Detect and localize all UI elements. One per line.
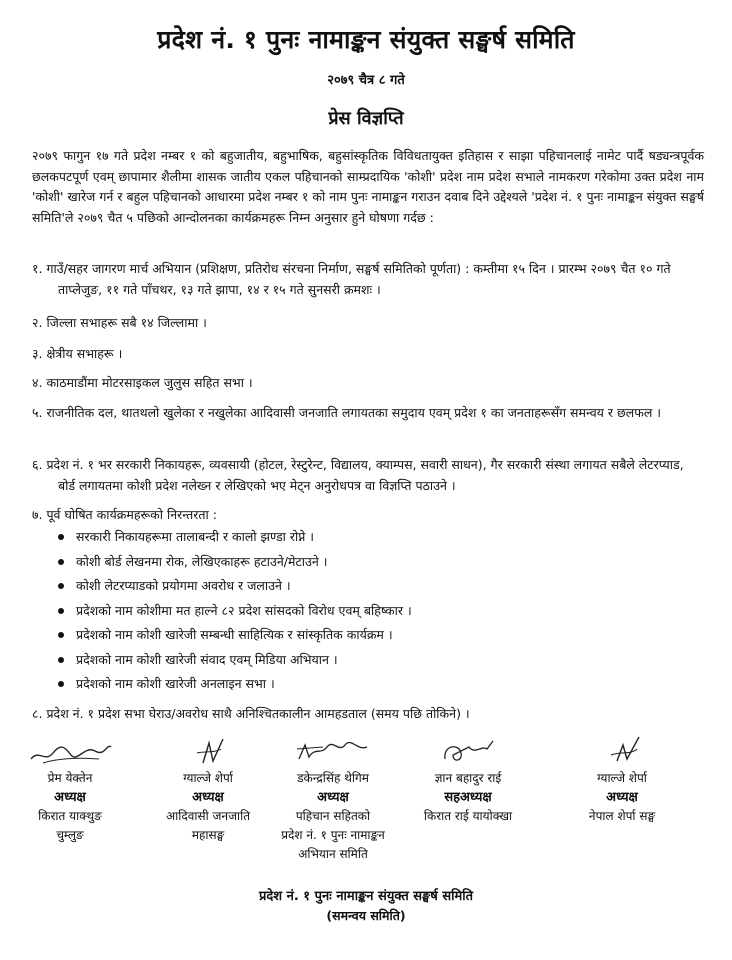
signatory-1 [2, 733, 138, 845]
list-item: प्रदेशको नाम कोशी खारेजी अनलाइन सभा । [58, 674, 678, 699]
program-item-3: ३. क्षेत्रीय सभाहरू । [32, 346, 123, 361]
press-release-heading: प्रेस विज्ञप्ति [328, 108, 404, 129]
signatory-org: नेपाल शेर्पा सङ्घ [588, 809, 656, 823]
signatory-name: ग्याल्जे शेर्पा [183, 771, 233, 785]
signature-mark [423, 733, 513, 769]
bullet-icon [58, 559, 64, 565]
list-item: प्रदेशको नाम कोशीमा मत हाल्ने ८२ प्रदेश सांसदको विरोध एवम् बहिष्कार । [58, 601, 678, 626]
page-title: प्रदेश नं. १ पुनः नामाङ्कन संयुक्त सङ्घर्ष समिति [157, 25, 575, 54]
list-item: सरकारी निकायहरूमा तालाबन्दी र कालो झण्डा रोप्ने । [58, 527, 678, 552]
signatory-org: किरात राई यायोक्खा [423, 809, 513, 823]
signatory-role: सहअध्यक्ष [444, 790, 492, 805]
signature-mark [163, 733, 253, 769]
signatory-4 [400, 733, 536, 826]
bullet-icon [58, 657, 64, 663]
signatory-role: अध्यक्ष [54, 790, 86, 805]
signatory-role: अध्यक्ष [317, 790, 349, 805]
program-item-7: ७. पूर्व घोषित कार्यक्रमहरूको निरन्तरता : [32, 507, 217, 522]
program-item-6: ६. प्रदेश नं. १ भर सरकारी निकायहरू, व्यवसायी (होटल, रेस्टुरेन्ट, विद्यालय, क्याम्पस, सवारी साधन), गैर सरकारी संस्था लगायत सबैले लेटरप्याड, बोर्ड लगायतमा कोशी प्रदेश नलेख्न र लेखिएको भए मेट्न अनुरोधपत्र वा विज्ञप्ति पठाउने । [32, 457, 684, 493]
list-item: कोशी बोर्ड लेखनमा रोक, लेखिएकाहरू हटाउने/मेटाउने । [58, 552, 678, 577]
signatory-role: अध्यक्ष [192, 790, 224, 805]
bullet-icon [58, 534, 64, 540]
signatory-name: ज्ञान बहादुर राई [434, 771, 502, 785]
program-item-1: १. गाउँ/सहर जागरण मार्च अभियान (प्रशिक्षण, प्रतिरोध संरचना निर्माण, सङ्घर्ष समितिको पूर्णता) : कम्तीमा १५ दिन । प्रारम्भ २०७९ चैत १० गते ताप्लेजुङ, ११ गते पाँचथर, १३ गते झापा, १४ र १५ गते सुनसरी क्रमशः । [32, 261, 671, 297]
signatory-2 [140, 733, 276, 845]
signatory-org: चुम्लुङ [56, 828, 84, 842]
signatory-org: प्रदेश नं. १ पुनः नामाङ्कन [281, 828, 385, 842]
program-item-8: ८. प्रदेश नं. १ प्रदेश सभा घेराउ/अवरोध साथै अनिश्चितकालीन आमहडताल (समय पछि तोकिने) । [32, 706, 470, 721]
list-item: प्रदेशको नाम कोशी खारेजी सम्बन्धी साहित्यिक र सांस्कृतिक कार्यक्रम । [58, 625, 678, 650]
signatory-3 [258, 733, 408, 864]
signatory-name: ग्याल्जे शेर्पा [597, 771, 647, 785]
bullet-icon [58, 681, 64, 687]
list-item: प्रदेशको नाम कोशी खारेजी संवाद एवम् मिडिया अभियान । [58, 650, 678, 675]
signatory-org: आदिवासी जनजाति [165, 809, 251, 823]
signatory-role: अध्यक्ष [606, 790, 638, 805]
signature-mark [283, 733, 383, 769]
bullet-icon [58, 632, 64, 638]
footer-committee-subtitle: (समन्वय समिति) [326, 908, 406, 923]
signatory-5 [538, 733, 706, 826]
list-item: कोशी लेटरप्याडको प्रयोगमा अवरोध र जलाउने । [58, 576, 678, 601]
signatory-org: पहिचान सहितको [295, 809, 371, 823]
signature-mark [577, 733, 667, 769]
bullet-icon [58, 608, 64, 614]
signatory-name: प्रेम येक्तेन [47, 771, 93, 785]
program-item-5: ५. राजनीतिक दल, थातथलो खुलेका र नखुलेका आदिवासी जनजाति लगायतका समुदाय एवम् प्रदेश १ का जनताहरूसँग समन्वय र छलफल । [32, 405, 662, 420]
signature-mark [25, 733, 115, 769]
footer-committee-name: प्रदेश नं. १ पुनः नामाङ्कन संयुक्त सङ्घर्ष समिति [258, 889, 474, 904]
release-date: २०७९ चैत्र ८ गते [327, 73, 405, 88]
program-item-2: २. जिल्ला सभाहरू सबै १४ जिल्लामा । [32, 315, 207, 330]
signatory-name: डकेन्द्रसिंह थेगिम [297, 771, 369, 785]
continued-programs-list [58, 527, 678, 699]
program-item-4: ४. काठमाडौंमा मोटरसाइकल जुलुस सहित सभा । [32, 375, 253, 390]
signatory-org: अभियान समिति [298, 847, 368, 861]
signatory-org: किरात याक्थुङ [38, 809, 102, 823]
intro-paragraph: २०७९ फागुन १७ गते प्रदेश नम्बर १ को बहुजातीय, बहुभाषिक, बहुसांस्कृतिक विविधतायुक्त इतिहास र साझा पहिचानलाई नामेट पार्दै षड्यन्त्रपूर्वक छलकपटपूर्ण एवम् छापामार शैलीमा शासक जातीय एकल पहिचानको साम्प्रदायिक 'कोशी' प्रदेश नाम प्रदेश सभाले नामकरण गरेकोमा उक्त प्रदेश नाम 'कोशी' खारेज गर्न र बहुल पहिचानको आधारमा प्रदेश नम्बर १ को नाम पुनः नामाङ्कन गराउन दवाब दिने उद्देश्यले 'प्रदेश नं. १ पुनः नामाङ्कन संयुक्त सङ्घर्ष समिति'ले २०७९ चैत ५ पछिको आन्दोलनका कार्यक्रमहरू निम्न अनुसार हुने घोषणा गर्दछ : [32, 148, 704, 225]
bullet-icon [58, 583, 64, 589]
signatory-org: महासङ्घ [191, 828, 225, 842]
